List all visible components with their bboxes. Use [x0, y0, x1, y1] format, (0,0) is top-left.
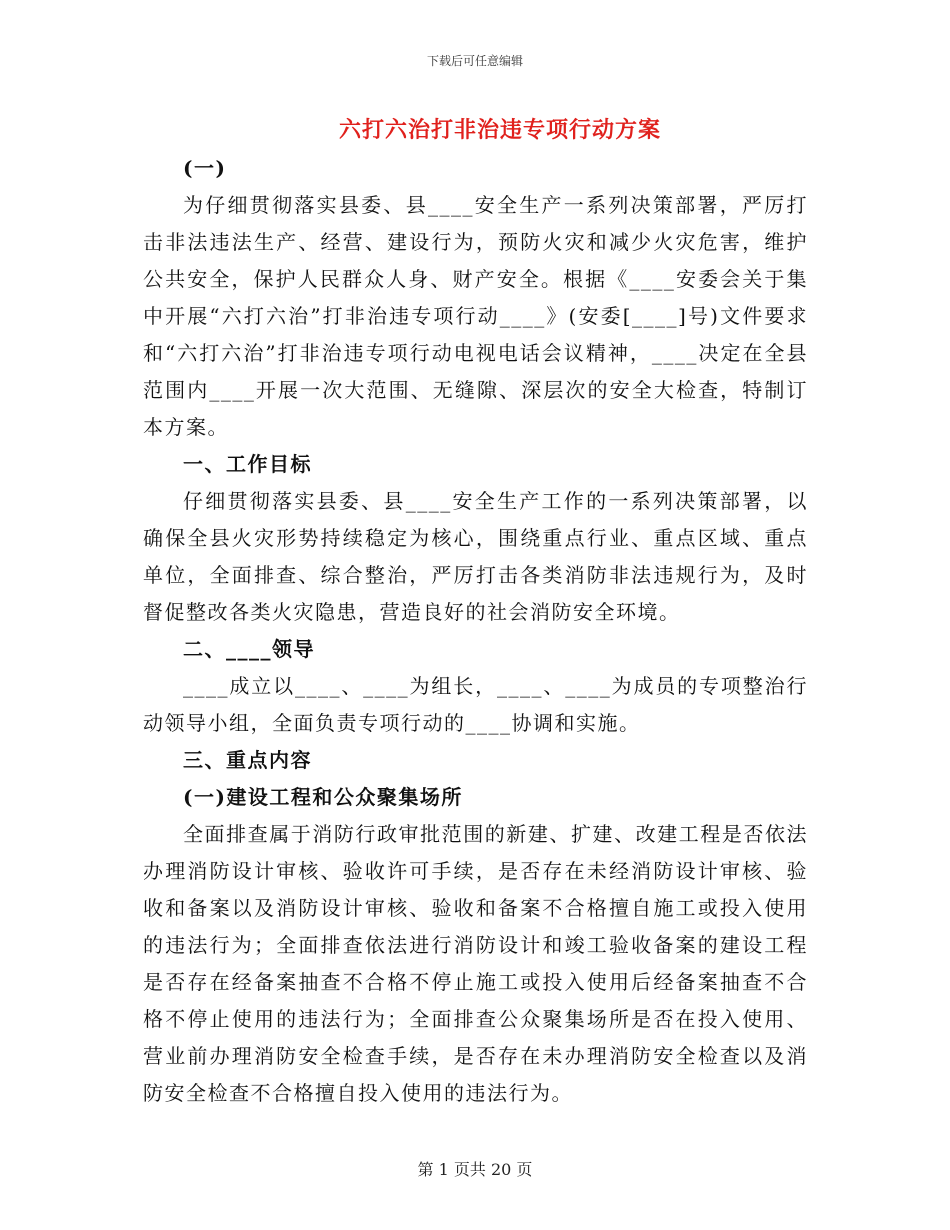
intro-paragraph: 为仔细贯彻落实县委、县____安全生产一系列决策部署，严厉打击非法违法生产、经营、建设行为，预防火灾和减少火灾危害，维护公共安全，保护人民群众人身、财产安全。根据《____安委会关于集中开展“六打六治”打非治违专项行动____》(安委[____]号)文件要求和“六打六治”打非治违专项行动电视电话会议精神，____决定在全县范围内____开展一次大范围、无缝隙、深层次的安全大检查，特制订本方案。: [143, 193, 808, 439]
goals-paragraph: 仔细贯彻落实县委、县____安全生产工作的一系列决策部署，以确保全县火灾形势持续稳定为核心，围绕重点行业、重点区域、重点单位，全面排查、综合整治，严厉打击各类消防非法违规行为，及时督促整改各类火灾隐患，营造良好的社会消防安全环境。: [143, 489, 808, 624]
section-heading-key-content: 三、重点内容: [183, 748, 312, 772]
page-footer: 第 1 页共 20 页: [417, 1160, 533, 1179]
subsection-heading-construction: (一)建设工程和公众聚集场所: [183, 785, 463, 809]
part-label: (一): [183, 156, 227, 180]
section-heading-goals: 一、工作目标: [183, 452, 312, 476]
leadership-paragraph: ____成立以____、____为组长，____、____为成员的专项整治行动领导小组，全面负责专项行动的____协调和实施。: [143, 674, 808, 735]
section-heading-leadership: 二、____领导: [183, 637, 315, 661]
page-header: 下载后可任意编辑: [426, 54, 523, 68]
document-title: 六打六治打非治违专项行动方案: [338, 117, 661, 143]
document-body: [143, 150, 808, 1112]
construction-paragraph: 全面排查属于消防行政审批范围的新建、扩建、改建工程是否依法办理消防设计审核、验收许可手续，是否存在未经消防设计审核、验收和备案以及消防设计审核、验收和备案不合格擅自施工或投入使用的违法行为；全面排查依法进行消防设计和竣工验收备案的建设工程是否存在经备案抽查不合格不停止施工或投入使用后经备案抽查不合格不停止使用的违法行为；全面排查公众聚集场所是否在投入使用、营业前办理消防安全检查手续，是否存在未办理消防安全检查以及消防安全检查不合格擅自投入使用的违法行为。: [143, 822, 808, 1105]
